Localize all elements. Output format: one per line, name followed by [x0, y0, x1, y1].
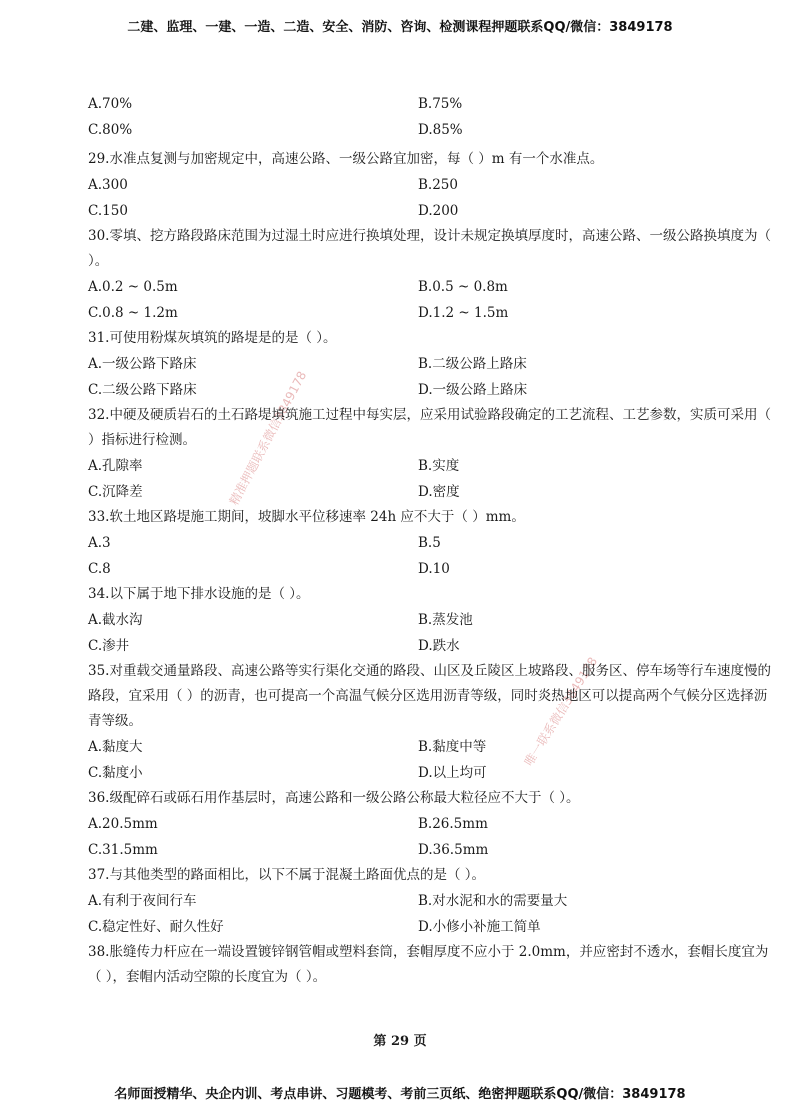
option: A.黏度大 — [88, 739, 143, 755]
question-list — [88, 91, 778, 990]
question-stem: 34.以下属于地下排水设施的是（ ）。 — [88, 586, 310, 602]
option: B.5 — [418, 535, 441, 551]
option-grid — [88, 91, 778, 143]
question-stem: 37.与其他类型的路面相比，以下不属于混凝土路面优点的是（ ）。 — [88, 867, 486, 883]
question-31 — [88, 326, 778, 403]
watermark: 精准押题联系微信3849178 — [226, 368, 310, 508]
question-stem: 31.可使用粉煤灰填筑的路堤是的是（ ）。 — [88, 330, 337, 346]
question-29 — [88, 147, 778, 224]
option: C.8 — [88, 561, 111, 577]
option: C.31.5mm — [88, 842, 158, 858]
question-stem: 38.胀缝传力杆应在一端设置镀锌钢管帽或塑料套筒，套帽厚度不应小于 2.0mm，并应密封不透水，套帽长度宜为（ ），套帽内活动空隙的长度宜为（ ）。 — [88, 944, 769, 985]
question-34 — [88, 582, 778, 659]
option: B.26.5mm — [418, 816, 488, 832]
question-33 — [88, 505, 778, 582]
option: D.一级公路上路床 — [418, 382, 528, 398]
option: D.密度 — [418, 484, 460, 500]
option: C.沉降差 — [88, 484, 143, 500]
option: C.80% — [88, 122, 133, 138]
option: C.150 — [88, 203, 128, 219]
option: C.黏度小 — [88, 765, 143, 781]
question-stem: 33.软土地区路堤施工期间，坡脚水平位移速率 24h 应不大于（ ）mm。 — [88, 509, 525, 525]
option: D.200 — [418, 203, 459, 219]
option: C.稳定性好、耐久性好 — [88, 919, 224, 935]
option: A.70% — [88, 96, 133, 112]
question-32 — [88, 403, 778, 505]
question-37 — [88, 863, 778, 940]
option: D.以上均可 — [418, 765, 487, 781]
option: D.10 — [418, 561, 450, 577]
page-footer: 名师面授精华、央企内训、考点串讲、习题模考、考前三页纸、绝密押题联系QQ/微信：3849178 — [114, 1087, 686, 1102]
question-stem: 30.零填、挖方路段路床范围为过湿土时应进行换填处理，设计未规定换填厚度时，高速公路、一级公路换填度为（ ）。 — [88, 228, 771, 269]
option: A.一级公路下路床 — [88, 356, 197, 372]
option: A.3 — [88, 535, 111, 551]
option: B.实度 — [418, 458, 460, 474]
question-35 — [88, 659, 778, 786]
option: B.250 — [418, 177, 458, 193]
option: A.有利于夜间行车 — [88, 893, 197, 909]
option: B.蒸发池 — [418, 612, 473, 628]
question-stem: 29.水准点复测与加密规定中，高速公路、一级公路宜加密，每（ ）m 有一个水准点。 — [88, 151, 604, 167]
option: A.0.2 ~ 0.5m — [88, 279, 178, 295]
option: A.截水沟 — [88, 612, 143, 628]
option: B.75% — [418, 96, 463, 112]
question-stem: 35.对重载交通量路段、高速公路等实行渠化交通的路段、山区及丘陵区上坡路段、服务区、停车场等行车速度慢的路段，宜采用（ ）的沥青，也可提高一个高温气候分区选用沥青等级，同时炎热地区可以提高两个气候分区选择沥青等级。 — [88, 663, 771, 729]
option: C.渗井 — [88, 638, 130, 654]
question-30 — [88, 224, 778, 326]
question-38 — [88, 940, 778, 990]
question-stem: 32.中硬及硬质岩石的土石路堤填筑施工过程中每实层，应采用试验路段确定的工艺流程、工艺参数，实质可采用（ ）指标进行检测。 — [88, 407, 771, 448]
option: C.0.8 ~ 1.2m — [88, 305, 178, 321]
option: A.孔隙率 — [88, 458, 143, 474]
watermark: 唯一联系微信3849178 — [521, 654, 601, 769]
question-stem: 36.级配碎石或砾石用作基层时，高速公路和一级公路公称最大粒径应不大于（ ）。 — [88, 790, 580, 806]
page-header: 二建、监理、一建、一造、二造、安全、消防、咨询、检测课程押题联系QQ/微信：3849178 — [127, 20, 673, 35]
option: A.20.5mm — [88, 816, 158, 832]
option: D.跌水 — [418, 638, 460, 654]
option: D.小修小补施工简单 — [418, 919, 541, 935]
option: B.黏度中等 — [418, 739, 487, 755]
option: D.1.2 ~ 1.5m — [418, 305, 509, 321]
option: C.二级公路下路床 — [88, 382, 197, 398]
page-number: 第 29 页 — [373, 1034, 427, 1049]
option: B.对水泥和水的需要量大 — [418, 893, 568, 909]
option: D.36.5mm — [418, 842, 489, 858]
question-36 — [88, 786, 778, 863]
option: D.85% — [418, 122, 463, 138]
option: B.0.5 ~ 0.8m — [418, 279, 508, 295]
option: B.二级公路上路床 — [418, 356, 527, 372]
option: A.300 — [88, 177, 128, 193]
